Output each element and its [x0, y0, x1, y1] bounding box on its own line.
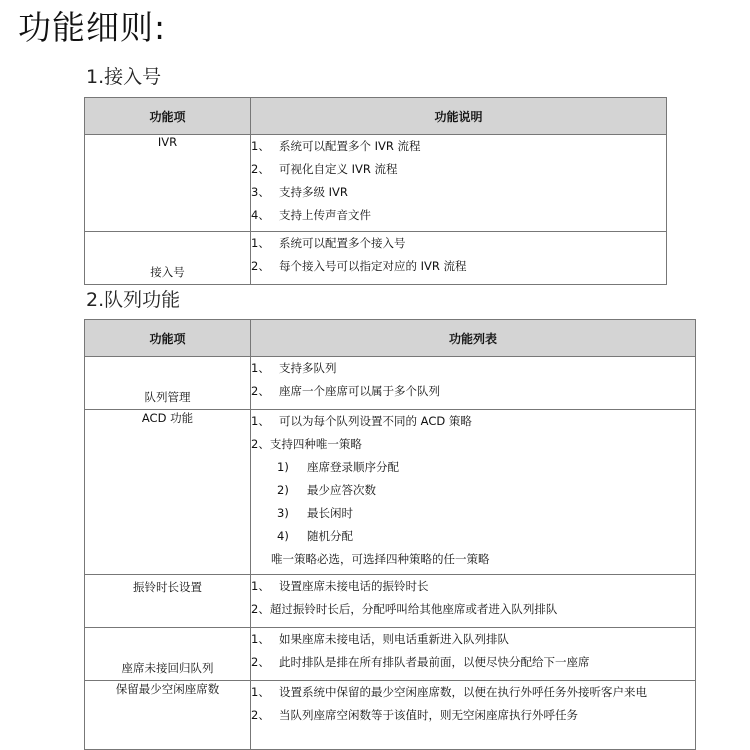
feature-desc-cell — [251, 410, 696, 575]
desc-subline: 2) 最少应答次数 — [277, 483, 376, 497]
feature-desc-cell — [251, 357, 696, 410]
desc-line: 2、 此时排队是排在所有排队者最前面，以便尽快分配给下一座席 — [251, 655, 590, 669]
desc-line: 1、 支持多队列 — [251, 361, 337, 375]
desc-line: 1、 设置座席未接电话的振铃时长 — [251, 579, 429, 593]
feature-desc-cell — [251, 628, 696, 681]
desc-line: 1、 系统可以配置多个接入号 — [251, 236, 406, 250]
column-header: 功能项 — [85, 320, 251, 357]
table-row — [85, 135, 667, 232]
desc-subline: 4) 随机分配 — [277, 529, 353, 543]
queue-function-table — [84, 319, 696, 750]
table-row — [85, 232, 667, 285]
section-title-queue: 2.队列功能 — [86, 289, 181, 311]
feature-name-cell: 接入号 — [85, 232, 251, 285]
column-header: 功能项 — [85, 98, 251, 135]
feature-name-cell: IVR — [85, 135, 251, 232]
feature-name-cell: 座席未接回归队列 — [85, 628, 251, 681]
desc-line: 2、 每个接入号可以指定对应的 IVR 流程 — [251, 259, 467, 273]
desc-line: 2、 可视化自定义 IVR 流程 — [251, 162, 398, 176]
table-header-row — [85, 98, 667, 135]
desc-line: 1、 如果座席未接电话，则电话重新进入队列排队 — [251, 632, 509, 646]
desc-subline: 1) 座席登录顺序分配 — [277, 460, 399, 474]
desc-line: 1、 设置系统中保留的最少空闲座席数，以便在执行外呼任务外接听客户来电 — [251, 685, 647, 699]
feature-desc-cell — [251, 575, 696, 628]
access-number-table — [84, 97, 667, 285]
desc-subline: 3) 最长闲时 — [277, 506, 353, 520]
section-title-access-number: 1.接入号 — [86, 66, 162, 88]
table-header-row — [85, 320, 696, 357]
feature-desc-cell — [251, 232, 667, 285]
feature-name-cell: 振铃时长设置 — [85, 575, 251, 628]
feature-name-cell: ACD 功能 — [85, 410, 251, 575]
desc-line: 1、 系统可以配置多个 IVR 流程 — [251, 139, 421, 153]
feature-name-cell: 保留最少空闲座席数 — [85, 681, 251, 750]
table-row — [85, 628, 696, 681]
column-header: 功能说明 — [251, 98, 667, 135]
page-title: 功能细则: — [18, 8, 167, 47]
table-row — [85, 681, 696, 750]
desc-line: 1、 可以为每个队列设置不同的 ACD 策略 — [251, 414, 472, 428]
table-row — [85, 357, 696, 410]
feature-desc-cell — [251, 681, 696, 750]
desc-line: 2、超过振铃时长后，分配呼叫给其他座席或者进入队列排队 — [251, 602, 558, 616]
desc-line: 3、 支持多级 IVR — [251, 185, 348, 199]
feature-desc-cell — [251, 135, 667, 232]
column-header: 功能列表 — [251, 320, 696, 357]
feature-name-cell: 队列管理 — [85, 357, 251, 410]
table-row — [85, 575, 696, 628]
desc-note: 唯一策略必选，可选择四种策略的任一策略 — [271, 552, 490, 566]
desc-line: 4、 支持上传声音文件 — [251, 208, 371, 222]
table-row — [85, 410, 696, 575]
desc-line: 2、支持四种唯一策略 — [251, 437, 362, 451]
desc-line: 2、 座席一个座席可以属于多个队列 — [251, 384, 440, 398]
desc-line: 2、 当队列座席空闲数等于该值时，则无空闲座席执行外呼任务 — [251, 708, 578, 722]
